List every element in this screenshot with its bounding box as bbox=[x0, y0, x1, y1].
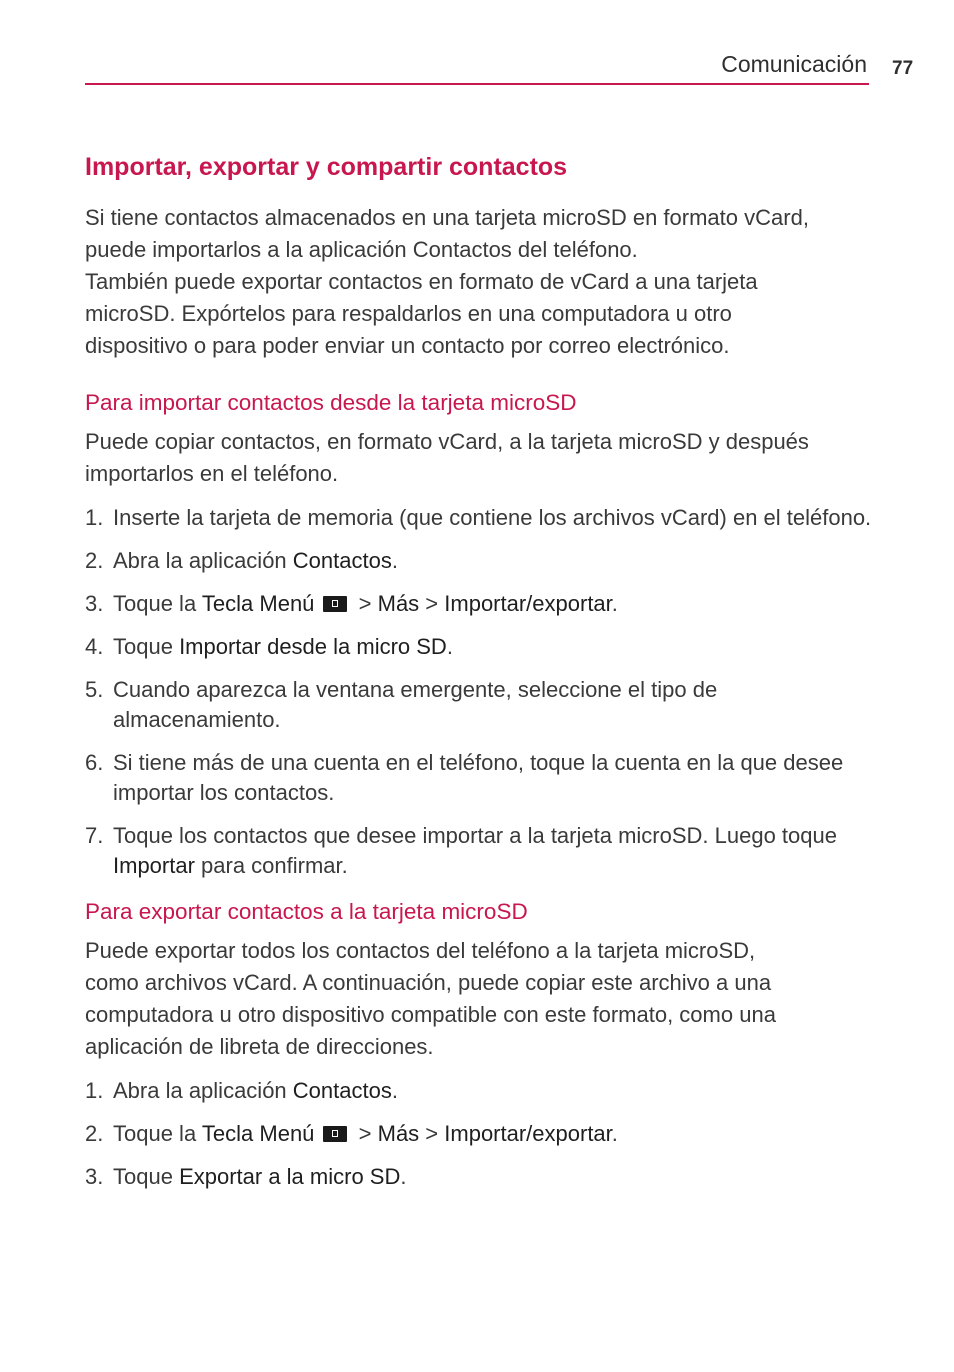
menu-option-importar-exportar: Importar/exportar bbox=[444, 591, 612, 616]
menu-key-label: Tecla Menú bbox=[201, 1121, 315, 1146]
step-text: para confirmar. bbox=[194, 853, 348, 878]
export-intro bbox=[85, 935, 875, 1063]
menu-option-mas: Más bbox=[377, 1121, 420, 1146]
list-item bbox=[85, 1162, 875, 1192]
export-intro-line: aplicación de libreta de direcciones. bbox=[85, 1034, 434, 1059]
list-item bbox=[85, 748, 875, 808]
step-text: Cuando aparezca la ventana emergente, seleccione el tipo de almacenamiento. bbox=[113, 677, 718, 732]
main-title: Importar, exportar y compartir contactos bbox=[85, 153, 568, 181]
export-steps-list bbox=[85, 1076, 875, 1192]
step-text: Toque la bbox=[113, 1121, 202, 1146]
step-number: 1. bbox=[85, 505, 104, 530]
import-intro-line: importarlos en el teléfono. bbox=[85, 461, 339, 486]
step-text: Toque la bbox=[113, 591, 202, 616]
menu-key-icon bbox=[323, 1126, 347, 1142]
step-text: Toque los contactos que desee importar a la tarjeta microSD. Luego toque bbox=[113, 823, 837, 848]
import-section-title: Para importar contactos desde la tarjeta microSD bbox=[85, 390, 577, 415]
step-number: 5. bbox=[85, 677, 104, 702]
option-importar: Importar bbox=[113, 853, 195, 878]
step-text: Inserte la tarjeta de memoria (que contiene los archivos vCard) en el teléfono. bbox=[113, 505, 872, 530]
intro-line: dispositivo o para poder enviar un contacto por correo electrónico. bbox=[85, 333, 730, 358]
step-number: 3. bbox=[85, 591, 104, 616]
import-steps-list bbox=[85, 503, 875, 881]
list-item bbox=[85, 1076, 875, 1106]
punctuation: . bbox=[391, 548, 398, 573]
import-intro-line: Puede copiar contactos, en formato vCard, a la tarjeta microSD y después bbox=[85, 429, 809, 454]
export-intro-line: Puede exportar todos los contactos del teléfono a la tarjeta microSD, bbox=[85, 938, 756, 963]
import-intro bbox=[85, 426, 875, 490]
separator: > bbox=[419, 591, 445, 616]
separator: > bbox=[419, 1121, 445, 1146]
list-item bbox=[85, 821, 875, 881]
option-importar-desde-sd: Importar desde la micro SD bbox=[179, 634, 447, 659]
intro-line: Si tiene contactos almacenados en una tarjeta microSD en formato vCard, bbox=[85, 205, 809, 230]
page-number: 77 bbox=[892, 58, 914, 79]
menu-key-icon bbox=[323, 596, 347, 612]
list-item bbox=[85, 546, 875, 576]
step-text: Abra la aplicación bbox=[113, 1078, 293, 1103]
export-intro-line: como archivos vCard. A continuación, puede copiar este archivo a una bbox=[85, 970, 772, 995]
step-number: 3. bbox=[85, 1164, 104, 1189]
step-number: 4. bbox=[85, 634, 104, 659]
punctuation: . bbox=[446, 634, 453, 659]
step-number: 2. bbox=[85, 1121, 104, 1146]
separator: > bbox=[352, 1121, 378, 1146]
punctuation: . bbox=[611, 591, 618, 616]
step-number: 7. bbox=[85, 823, 104, 848]
menu-option-importar-exportar: Importar/exportar bbox=[444, 1121, 612, 1146]
export-intro-line: computadora u otro dispositivo compatible con este formato, como una bbox=[85, 1002, 776, 1027]
intro-line: puede importarlos a la aplicación Contactos del teléfono. bbox=[85, 237, 638, 262]
export-section-title: Para exportar contactos a la tarjeta microSD bbox=[85, 899, 528, 924]
step-text: Toque bbox=[113, 634, 180, 659]
step-number: 2. bbox=[85, 548, 104, 573]
step-number: 6. bbox=[85, 750, 104, 775]
menu-option-mas: Más bbox=[377, 591, 420, 616]
main-content bbox=[85, 150, 875, 1205]
page-header bbox=[85, 50, 869, 85]
list-item bbox=[85, 589, 875, 619]
punctuation: . bbox=[391, 1078, 398, 1103]
list-item bbox=[85, 675, 875, 735]
menu-key-label: Tecla Menú bbox=[201, 591, 315, 616]
list-item bbox=[85, 632, 875, 662]
app-name-contactos: Contactos bbox=[292, 1078, 392, 1103]
intro-paragraph bbox=[85, 202, 875, 362]
option-exportar-a-sd: Exportar a la micro SD bbox=[179, 1164, 401, 1189]
step-text: Si tiene más de una cuenta en el teléfono, toque la cuenta en la que desee importar los contactos. bbox=[113, 750, 844, 805]
step-text: Abra la aplicación bbox=[113, 548, 293, 573]
list-item bbox=[85, 1119, 875, 1149]
app-name-contactos: Contactos bbox=[292, 548, 392, 573]
punctuation: . bbox=[611, 1121, 618, 1146]
list-item bbox=[85, 503, 875, 533]
section-name: Comunicación bbox=[721, 51, 867, 77]
step-text: Toque bbox=[113, 1164, 180, 1189]
intro-line: También puede exportar contactos en formato de vCard a una tarjeta bbox=[85, 269, 758, 294]
step-number: 1. bbox=[85, 1078, 104, 1103]
punctuation: . bbox=[400, 1164, 407, 1189]
separator: > bbox=[352, 591, 378, 616]
intro-line: microSD. Expórtelos para respaldarlos en una computadora u otro bbox=[85, 301, 732, 326]
